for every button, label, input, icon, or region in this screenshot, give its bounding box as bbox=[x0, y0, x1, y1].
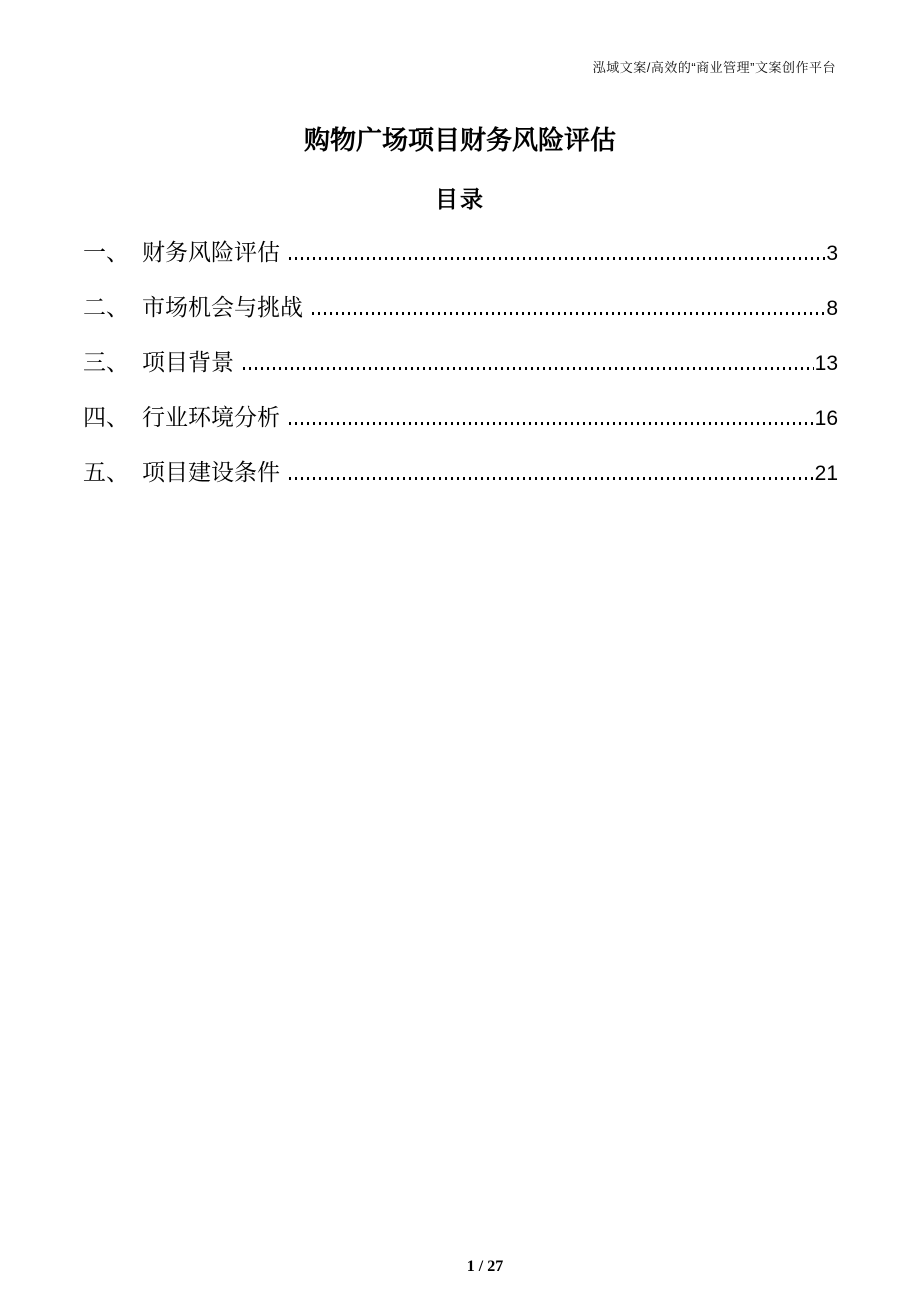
toc-dot-leader bbox=[312, 312, 825, 315]
toc-entry-label: 项目背景 bbox=[142, 350, 234, 375]
toc-entry[interactable] bbox=[83, 225, 838, 280]
toc-entry-page-number: 21 bbox=[814, 462, 838, 485]
toc-entry[interactable] bbox=[83, 335, 838, 390]
document-title: 购物广场项目财务风险评估 bbox=[303, 125, 616, 155]
document-header bbox=[593, 57, 836, 76]
toc-entry-page-number: 16 bbox=[814, 407, 838, 430]
toc-dot-leader bbox=[243, 367, 814, 370]
toc-entry-numeral: 四、 bbox=[83, 405, 129, 430]
toc-entry[interactable] bbox=[83, 445, 838, 500]
toc-entry-numeral: 二、 bbox=[83, 295, 129, 320]
toc-entry-label: 市场机会与挑战 bbox=[142, 295, 303, 320]
toc-entry-numeral: 一、 bbox=[83, 240, 129, 265]
toc-entry-label: 行业环境分析 bbox=[142, 405, 280, 430]
toc-entry[interactable] bbox=[83, 390, 838, 445]
toc-entry-page-number: 8 bbox=[826, 297, 838, 320]
toc-dot-leader bbox=[289, 477, 814, 480]
toc-dot-leader bbox=[289, 422, 814, 425]
toc-list bbox=[83, 225, 838, 500]
toc-entry-numeral: 三、 bbox=[83, 350, 129, 375]
page-footer bbox=[0, 1258, 920, 1276]
page-number-indicator: 1 / 27 bbox=[466, 1258, 504, 1275]
toc-heading: 目录 bbox=[435, 186, 485, 212]
toc-entry-label: 项目建设条件 bbox=[142, 460, 280, 485]
toc-entry-page-number: 13 bbox=[814, 352, 838, 375]
toc-entry-numeral: 五、 bbox=[83, 460, 129, 485]
toc-entry-label: 财务风险评估 bbox=[142, 240, 280, 265]
toc-entry-page-number: 3 bbox=[826, 242, 838, 265]
header-platform-text: 泓域文案/高效的“商业管理”文案创作平台 bbox=[592, 60, 836, 75]
toc-entry[interactable] bbox=[83, 280, 838, 335]
toc-dot-leader bbox=[289, 257, 825, 260]
